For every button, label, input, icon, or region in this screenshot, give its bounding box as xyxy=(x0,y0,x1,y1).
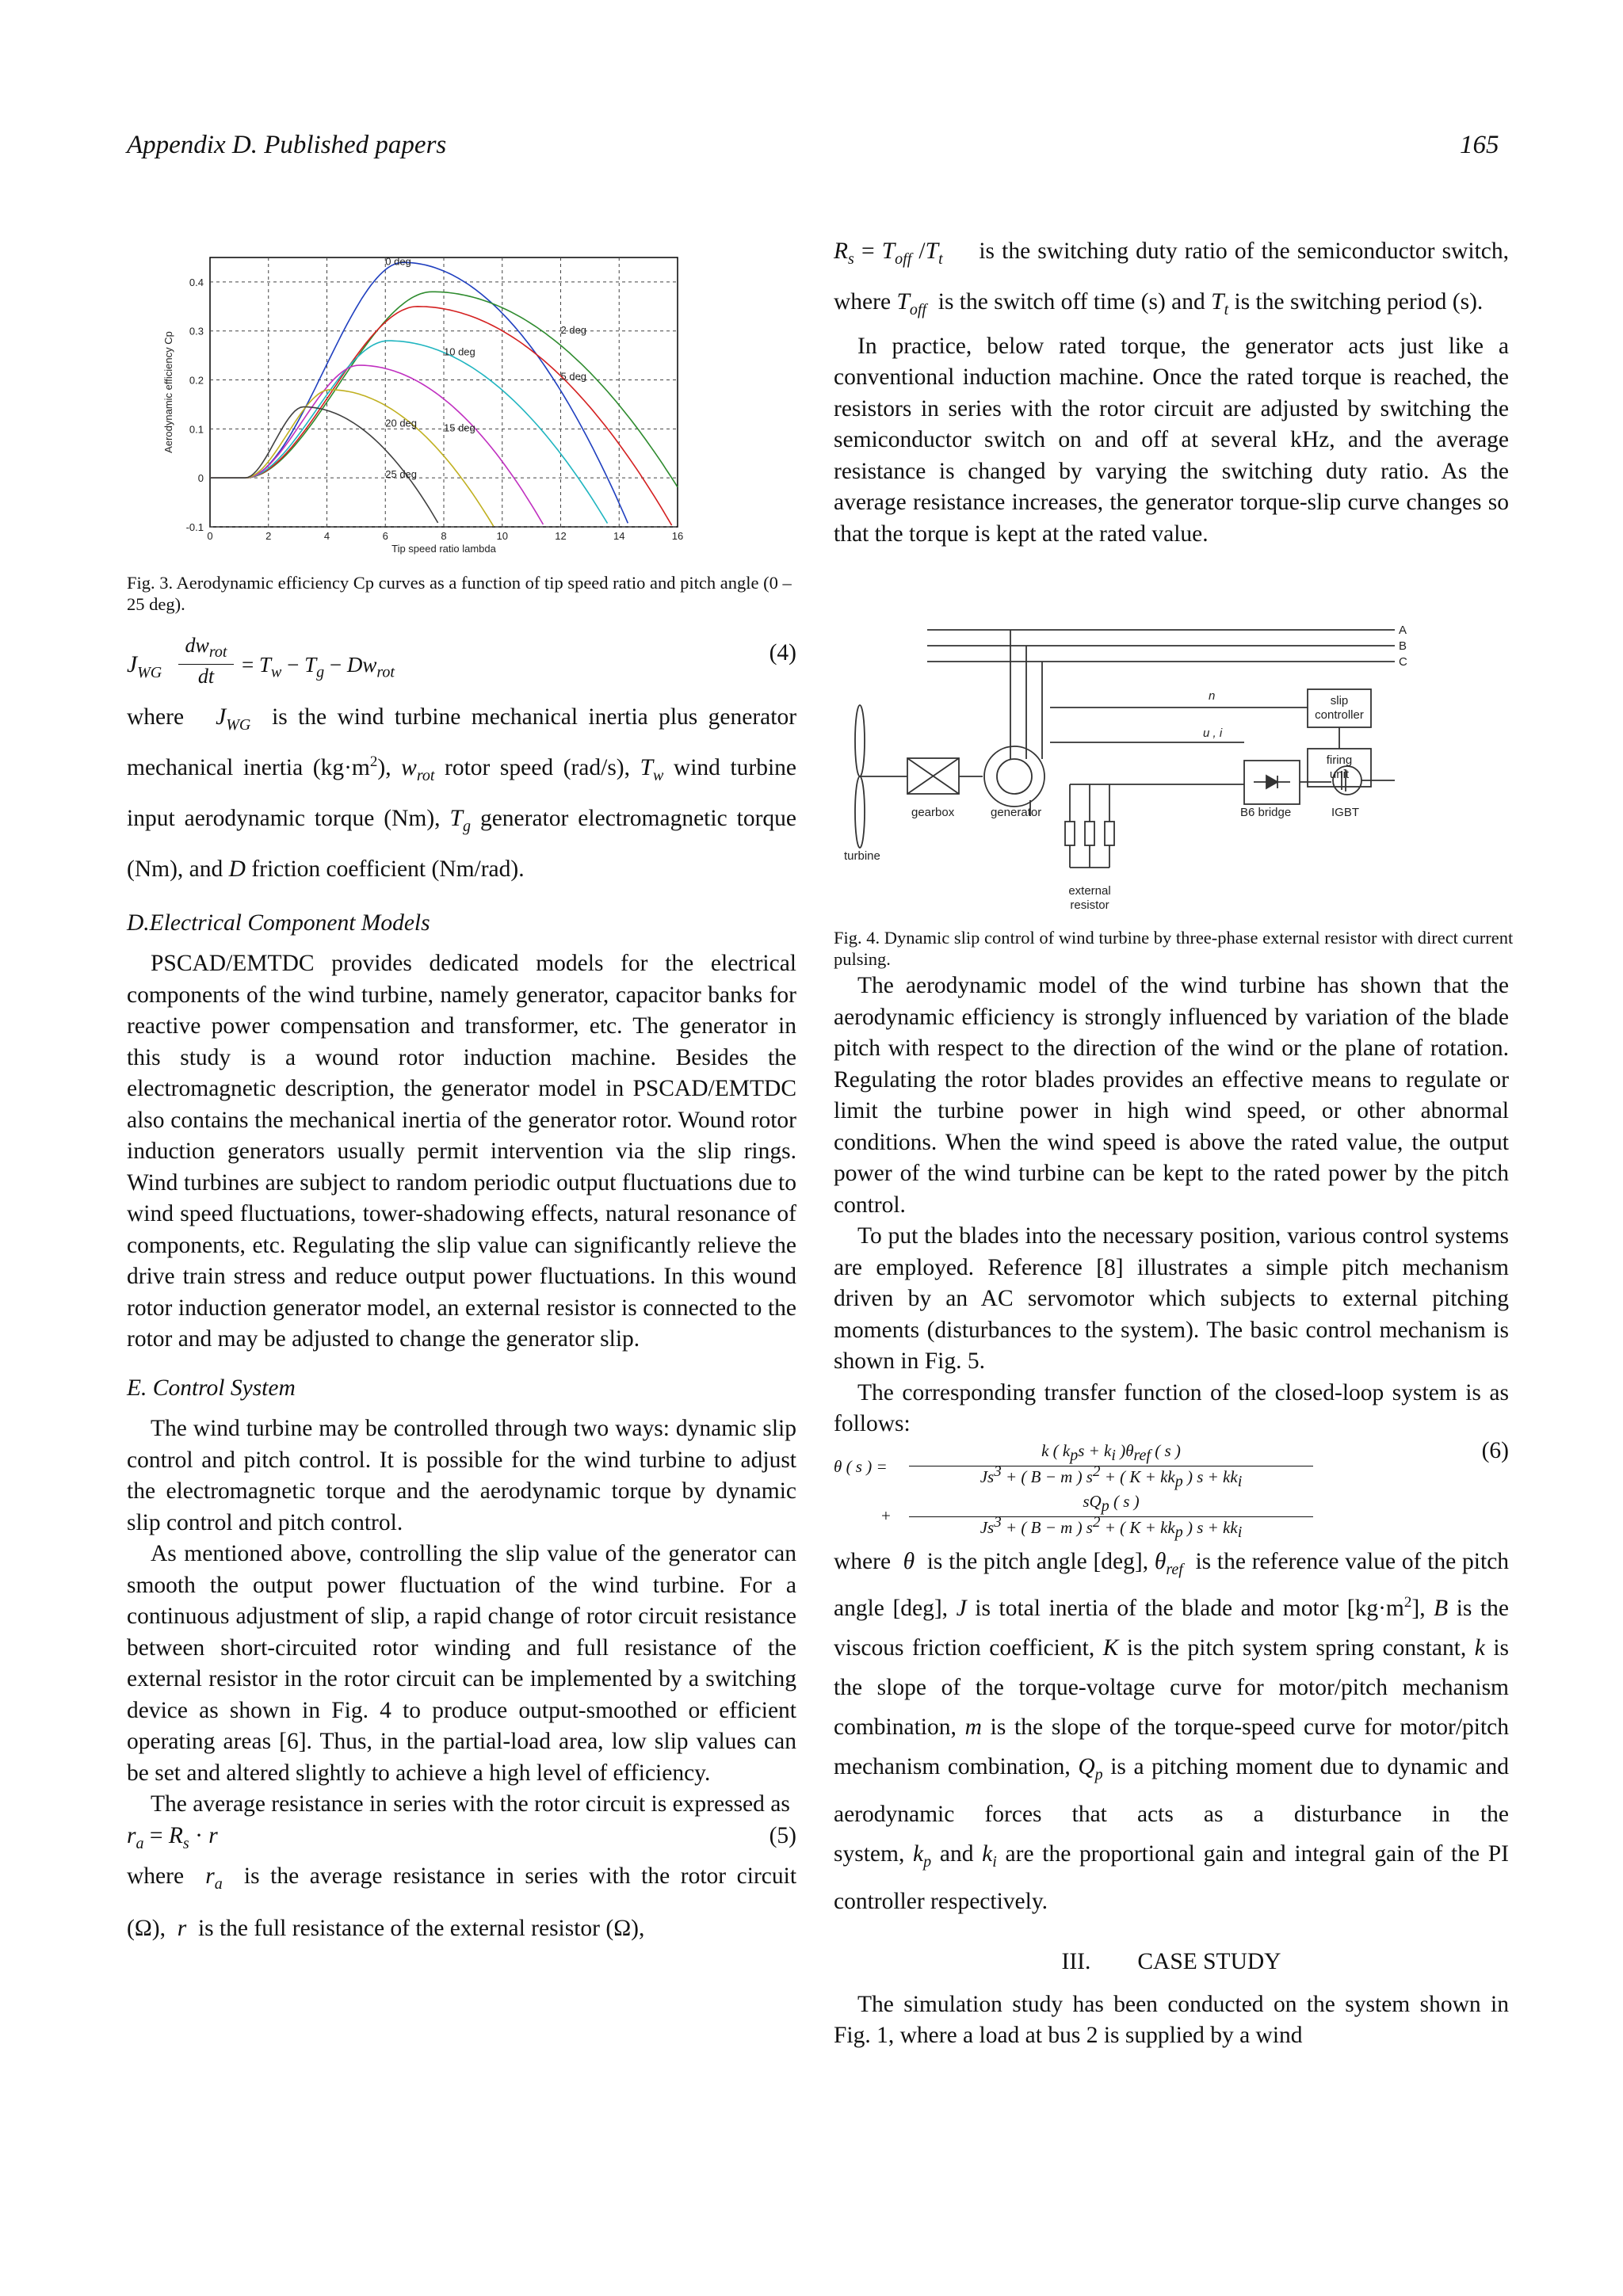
running-header-title: Appendix D. Published papers xyxy=(127,131,447,159)
section-e-paragraph-2: As mentioned above, controlling the slip value of the generator can smooth the output power fluctuation of the wind turbine. For a continuous adjustment of slip, a rapid change of rotor circuit resistance between short-circuited rotor winding and full resistance of the external resistor in the rotor circuit can be implemented by a switching device as shown in Fig. 4 to produce output-smoothed or efficient operating areas [6]. Thus, in the partial-load area, low slip values can be set and altered slightly to achieve a high level of efficiency. xyxy=(127,1541,796,1786)
label-gearbox: gearbox xyxy=(911,806,955,819)
resistor-3 xyxy=(1105,822,1114,845)
label-a: A xyxy=(1399,624,1407,637)
eq4-number: (4) xyxy=(769,640,796,666)
label-ui: u , i xyxy=(1203,727,1223,740)
x-tick-label: 8 xyxy=(441,530,447,542)
y-tick-label: -0.1 xyxy=(185,521,204,533)
turbine-blade-bottom xyxy=(855,776,865,848)
right-column-top xyxy=(834,230,1509,550)
label-n: n xyxy=(1209,689,1216,703)
y-axis-label: Aerodynamic efficiency Cp xyxy=(162,331,174,453)
label-igbt: IGBT xyxy=(1331,806,1360,819)
right-paragraph-2: The aerodynamic model of the wind turbine has shown that the aerodynamic efficiency is strongly influenced by variation of the blade pitch with respect to the direction of the wind or the plane of rotation. Regulating the rotor blades provides an effective means to regulate or limit the turbine power in high wind speed, or other abnormal conditions. When the wind speed is above the rated value, the output power of the wind turbine can be kept to the rated power by the pitch control. xyxy=(834,973,1509,1218)
where-paragraph-2: where $r_a$ is the average resistance in series with the rotor circuit (Ω), r is the full resistance of the external resistor (Ω), xyxy=(127,1863,797,1941)
duty-ratio-paragraph: $R_s = T_{off}$ $/T_t$ is the switching duty ratio of the semiconductor switch, where $T_{off}$ is the switch off time (s) and $T_t$ is the switching period (s). xyxy=(834,238,1510,318)
curve-10-deg xyxy=(210,341,608,523)
equation-6: θ ( s ) = k ( $k_ps + k_i$ )$\theta_{ref}$ ( s ) $Js^3$ + ( B − m ) $s^2$ + ( $K + kk_p$ ) $s + kk_i$ + $sQ_p$ ( s ) $Js^3$ + ( B − m ) $s^2$ + ( $K + kk_p$ ) $s + kk_i$ (6) xyxy=(834,1437,1509,1541)
where-paragraph-3: where θ is the pitch angle [deg], $\theta_{ref}$ is the reference value of the pitch angle [deg], J is total inertia of the blade and motor $[kg\cdot m^2]$, B is the viscous friction coefficient, K is the pitch system spring constant, k is the slope of the torque-voltage curve for motor/pitch mechanism combination, m is the slope of the torque-speed curve for motor/pitch mechanism combination, $Q_p$ is a pitching moment due to dynamic and aerodynamic forces that acts as a disturbance in the system, $k_p$ and $k_i$ are the proportional gain and integral gain of the PI controller respectively. xyxy=(834,1548,1510,1915)
resistor-1 xyxy=(1065,822,1075,845)
x-tick-label: 14 xyxy=(613,530,625,542)
label-generator: generator xyxy=(991,806,1042,819)
label-c: C xyxy=(1399,655,1407,669)
x-axis-label: Tip speed ratio lambda xyxy=(391,543,496,555)
fig3-caption: Fig. 3. Aerodynamic efficiency Cp curves as a function of tip speed ratio and pitch angle (0 – 25 deg). xyxy=(127,573,792,614)
section-e-paragraph-1: The wind turbine may be controlled through two ways: dynamic slip control and pitch control. It is possible for the wind turbine to adjust the electromagnetic torque and the aerodynamic torque by dynamic slip control and pitch control. xyxy=(127,1416,796,1535)
label-slip-1: slip xyxy=(1330,694,1349,707)
right-paragraph-3: To put the blades into the necessary position, various control systems are employed. Reference [8] illustrates a simple pitch mechanism driven by an AC servomotor which subjects to external pitching moments (disturbances to the system). The basic control mechanism is shown in Fig. 5. xyxy=(834,1223,1509,1374)
section-d-paragraph: PSCAD/EMTDC provides dedicated models for the electrical components of the wind turbine, namely generator, capacitor banks for reactive power compensation and transformer, etc. The generator in this study is a wound rotor induction machine. Besides the electromagnetic description, the generator model in PSCAD/EMTDC also contains the mechanical inertia of the generator rotor. Wound rotor induction generators usually permit intervention via the slip rings. Wind turbines are subject to random periodic output fluctuations due to wind speed fluctuations, tower-shadowing effects, natural resonance of components, etc. Regulating the slip value can significantly relieve the drive train stress and reduce output power fluctuations. In this wound rotor induction generator model, an external resistor is connected to the rotor and may be adjusted to change the generator slip. xyxy=(127,951,796,1352)
equation-4: $J_{WG}$ $dw_{rot}$ dt = $T_w - T_g - Dw_{rot}$ (4) xyxy=(127,634,796,688)
y-tick-label: 0.1 xyxy=(189,423,204,436)
y-tick-label: 0.4 xyxy=(189,276,204,288)
curve-label: 0 deg xyxy=(385,255,411,268)
right-paragraph-4: The corresponding transfer function of the closed-loop system is as follows: xyxy=(834,1379,1509,1436)
fig4-caption: Fig. 4. Dynamic slip control of wind turbine by three-phase external resistor with direct current pulsing. xyxy=(834,928,1514,969)
curve-label: 5 deg xyxy=(560,370,587,383)
where-paragraph-1: where $J_{WG}$ is the wind turbine mechanical inertia plus generator mechanical inertia $(kg\cdot m^2)$, $w_{rot}$ rotor speed (rad/s), $T_w$ wind turbine input aerodynamic torque (Nm), $T_g$ generator electromagnetic torque (Nm), and D friction coefficient (Nm/rad). xyxy=(127,704,797,882)
curve-label: 2 deg xyxy=(560,323,587,336)
page-number: 165 xyxy=(1460,131,1499,159)
right-paragraph-5: The simulation study has been conducted on the system shown in Fig. 1, where a load at bus 2 is supplied by a wind xyxy=(834,1991,1509,2049)
right-column-bottom xyxy=(834,971,1509,2052)
resistor-2 xyxy=(1085,822,1094,845)
generator-outer xyxy=(984,746,1044,807)
label-external: external xyxy=(1068,884,1111,898)
curve-label: 25 deg xyxy=(385,468,418,481)
label-b: B xyxy=(1399,639,1407,653)
curve-label: 15 deg xyxy=(444,421,475,434)
curve-5-deg xyxy=(210,307,672,525)
curve-0-deg xyxy=(210,262,628,523)
turbine-blade-top xyxy=(855,705,865,776)
section-e-paragraph-3: The average resistance in series with the rotor circuit is expressed as xyxy=(151,1791,790,1817)
eq5-number: (5) xyxy=(769,1822,796,1848)
eq6-number: (6) xyxy=(1481,1437,1509,1463)
y-tick-label: 0.2 xyxy=(189,374,204,387)
label-resistor: resistor xyxy=(1070,898,1109,912)
label-firing-1: firing xyxy=(1326,753,1353,767)
section-3-heading: III. CASE STUDY xyxy=(1061,1949,1281,1975)
slip-control-diagram xyxy=(840,622,1411,919)
right-paragraph-1: In practice, below rated torque, the generator acts just like a conventional induction machine. Once the rated torque is reached, the resistors in series with the rotor circuit are adjusted by switching the semiconductor switch on and off at several kHz, and the average resistance is changed by varying the switching duty ratio. As the average resistance increases, the generator torque-slip curve changes so that the torque is kept at the rated value. xyxy=(834,333,1509,547)
curve-label: 20 deg xyxy=(385,417,418,429)
label-b6-bridge: B6 bridge xyxy=(1240,806,1292,819)
x-tick-label: 2 xyxy=(265,530,272,542)
curve-20-deg xyxy=(210,390,494,526)
x-tick-label: 6 xyxy=(382,530,388,542)
label-slip-2: controller xyxy=(1315,708,1364,722)
equation-5: $r_a = R_s \cdot r$ (5) xyxy=(127,1821,796,1854)
cp-curves-chart xyxy=(155,250,701,566)
y-tick-label: 0.3 xyxy=(189,325,204,338)
x-tick-label: 10 xyxy=(496,530,508,542)
curve-15-deg xyxy=(210,365,543,524)
section-e-heading: E. Control System xyxy=(127,1375,296,1401)
y-tick-label: 0 xyxy=(197,472,204,485)
x-tick-label: 4 xyxy=(323,530,330,542)
x-tick-label: 0 xyxy=(207,530,213,542)
section-d-heading: D.Electrical Component Models xyxy=(127,910,430,936)
x-tick-label: 12 xyxy=(555,530,567,542)
label-turbine: turbine xyxy=(844,849,880,863)
x-tick-label: 16 xyxy=(671,530,684,542)
label-firing-2: unit xyxy=(1329,768,1350,781)
left-column xyxy=(127,634,796,1951)
curve-label: 10 deg xyxy=(444,345,475,358)
generator-inner xyxy=(997,759,1032,794)
